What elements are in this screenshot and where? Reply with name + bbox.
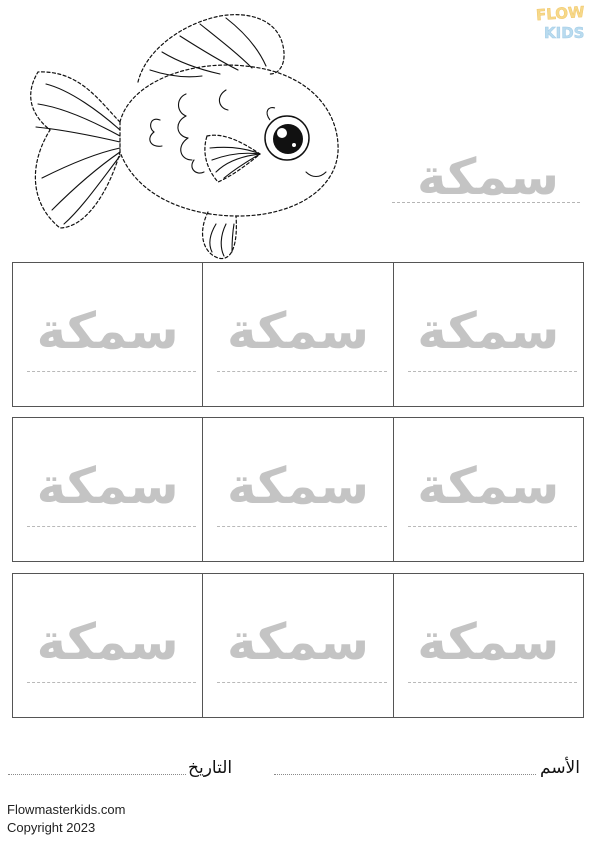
trace-word: سمكة: [36, 612, 179, 671]
site-credit: Flowmasterkids.com: [7, 802, 126, 817]
name-label: الأسم: [540, 758, 580, 778]
trace-word: سمكة: [226, 456, 370, 515]
practice-row-2: [12, 417, 584, 562]
logo-line2: KIDS: [544, 24, 585, 42]
practice-cell[interactable]: [394, 418, 583, 561]
practice-cell[interactable]: [394, 263, 583, 406]
logo-line1: FLOW: [535, 2, 586, 25]
date-label: التاريخ: [188, 758, 233, 778]
hero-trace-word: سمكة: [416, 148, 560, 206]
fish-eye: [265, 108, 309, 160]
practice-cell[interactable]: [13, 263, 203, 406]
practice-cell[interactable]: [203, 263, 393, 406]
trace-word: سمكة: [417, 456, 560, 515]
trace-word: سمكة: [36, 301, 179, 360]
trace-baseline: [217, 526, 386, 527]
trace-word: سمكة: [226, 612, 370, 671]
trace-baseline: [27, 526, 196, 527]
trace-baseline: [27, 682, 196, 683]
trace-word: سمكة: [417, 301, 560, 360]
trace-word: سمكة: [417, 612, 560, 671]
practice-cell[interactable]: [203, 574, 393, 717]
trace-baseline: [217, 682, 386, 683]
practice-cell[interactable]: [203, 418, 393, 561]
trace-baseline: [27, 371, 196, 372]
trace-baseline: [408, 682, 577, 683]
flowkids-logo: [534, 2, 590, 42]
trace-baseline: [408, 371, 577, 372]
date-field-line[interactable]: [8, 774, 186, 775]
hero-baseline: [392, 202, 580, 203]
copyright-text: Copyright 2023: [7, 820, 96, 835]
practice-cell[interactable]: [13, 574, 203, 717]
practice-row-1: [12, 262, 584, 407]
fish-illustration: [20, 12, 350, 262]
name-field-line[interactable]: [274, 774, 536, 775]
practice-cell[interactable]: [394, 574, 583, 717]
trace-word: سمكة: [226, 301, 370, 360]
practice-row-3: [12, 573, 584, 718]
practice-cell[interactable]: [13, 418, 203, 561]
trace-baseline: [408, 526, 577, 527]
trace-baseline: [217, 371, 386, 372]
trace-word: سمكة: [36, 456, 179, 515]
